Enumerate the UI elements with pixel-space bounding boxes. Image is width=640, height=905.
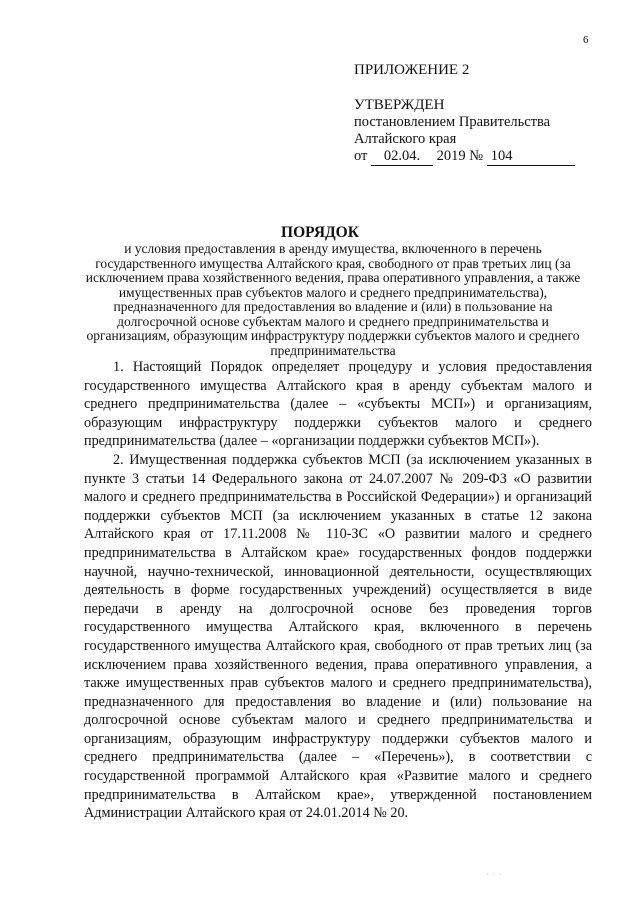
approval-year: 2019	[436, 148, 466, 164]
document-body	[84, 358, 592, 823]
paragraph-2: 2. Имущественная поддержка субъектов МСП (за исключением указанных в пункте 3 статьи 14 Федерального закона от 24.07.2007 № 209-ФЗ «О развитии малого и среднего предпринимательства в Российской Федерации») и организаций поддержки субъектов МСП (за исключением указанных в статье 12 закона Алтайского края от 17.11.2008 № 110-ЗС «О развитии малого и среднего предпринимательства в Алтайском крае» государственных фондов поддержки научной, научно-технической, инновационной деятельности, осуществляющих деятельность в форме государственных учреждений) осуществляется в виде передачи в аренду на долгосрочной основе без проведения торгов государственного имущества Алтайского края, включенного в перечень государственного имущества Алтайского края, свободного от прав третьих лиц (за исключением права хозяйственного ведения, права оперативного управления, а также имущественных прав субъектов малого и среднего предпринимательства), предназначенного для предоставления во владение и (или) пользование на долгосрочной основе субъектам малого и среднего предпринимательства и организациям, образующим инфраструктуру поддержки субъектов малого и среднего предпринимательства (далее – «Перечень»), в соответствии с государственной программой Алтайского края «Развитие малого и среднего предпринимательства в Алтайском крае», утвержденной постановлением Администрации Алтайского края от 24.01.2014 № 20.	[84, 451, 592, 822]
appendix-title: ПРИЛОЖЕНИЕ 2	[354, 62, 470, 78]
approved-by-region: Алтайского края	[354, 131, 457, 147]
date-prefix: от	[354, 148, 368, 164]
number-sign: №	[469, 148, 484, 164]
approval-date-line	[354, 148, 575, 166]
page-number: 6	[583, 34, 589, 46]
approved-by-line: постановлением Правительства	[354, 114, 551, 130]
approval-number: 104	[487, 148, 575, 166]
paragraph-1: 1. Настоящий Порядок определяет процедуру и условия предоставления государственного имущества Алтайского края в аренду субъектам малого и среднего предпринимательства (далее – «субъекты МСП») и организациям, образующим инфраструктуру поддержки субъектов малого и среднего предпринимательства (далее – «организации поддержки субъектов МСП»).	[84, 359, 592, 450]
approved-label: УТВЕРЖДЕН	[354, 97, 445, 113]
approval-date: 02.04.	[371, 148, 433, 166]
document-title: ПОРЯДОК	[281, 224, 359, 241]
scan-mark: · · ·	[486, 870, 503, 879]
document-subtitle: и условия предоставления в аренду имущества, включенного в перечень государственного имущества Алтайского края, свободного от прав третьих лиц (за исключением права хозяйственного ведения, права оперативного управления, а также имущественных прав субъектов малого и среднего предпринимательства), предназначенного для предоставления во владение и (или) в пользование на долгосрочной основе субъектам малого и среднего предпринимательства и организациям, образующим инфраструктуру поддержки субъектов малого и среднего предпринимательства	[85, 241, 581, 358]
approval-stamp	[354, 62, 575, 166]
